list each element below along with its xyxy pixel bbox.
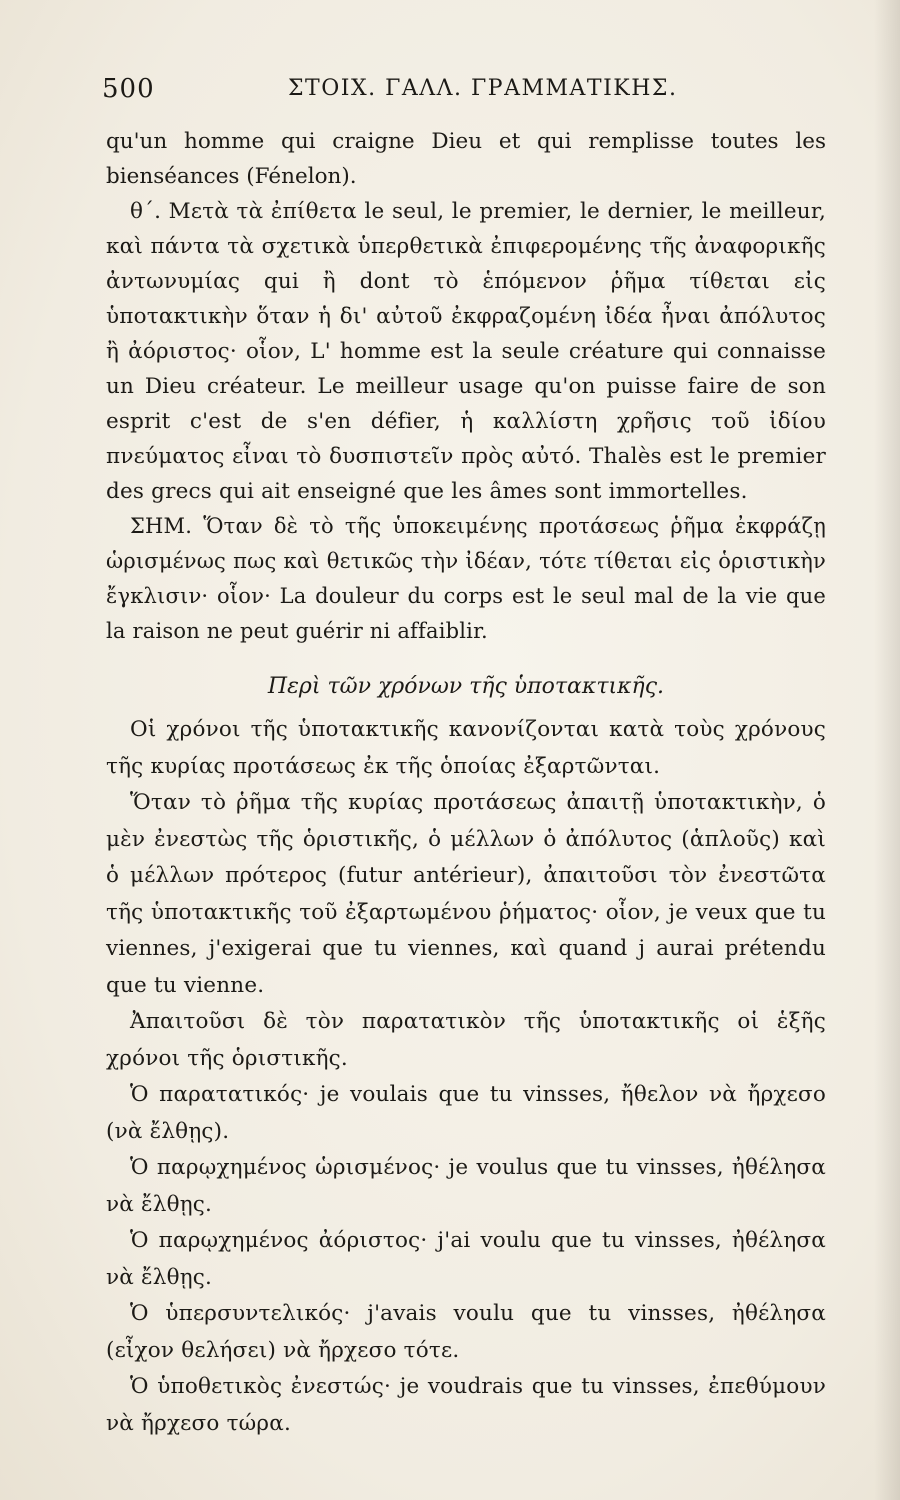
example-past-definite: Ὁ παρῳχημένος ὡρισμένος· je voulus que tu vinsses, ἠθέλησα νὰ ἔλθῃς. bbox=[106, 1155, 826, 1217]
example-conditional-present: Ὁ ὑποθετικὸς ἐνεστώς· je voudrais que tu vinsses, ἐπεθύμουν νὰ ἤρχεσο τώρα. bbox=[106, 1374, 826, 1436]
paragraph-rule-theta: θ΄. Μετὰ τὰ ἐπίθετα le seul, le premier, le dernier, le meilleur, καὶ πάντα τὰ σχετικὰ ὑπερθετικὰ ἐπιφερομένης τῆς ἀναφορικῆς ἀντωνυμίας qui ἢ dont τὸ ἑπόμενον ῥῆμα τίθεται εἰς ὑποτακτικὴν ὅταν ἡ δι' αὐτοῦ ἐκφραζομένη ἰδέα ἦναι ἀπόλυτος ἢ ἀόριστος· οἷον, L' homme est la seule créature qui connaisse un Dieu créateur. Le meilleur usage qu'on puisse faire de son esprit c'est de s'en défier, ἡ καλλίστη χρῆσις τοῦ ἰδίου πνεύματος εἶναι τὸ δυσπιστεῖν πρὸς αὐτό. Thalès est le premier des grecs qui ait enseigné que les âmes sont immortelles. bbox=[106, 199, 826, 504]
page-body bbox=[106, 124, 826, 1442]
paragraph-present-rule: Ὅταν τὸ ῥῆμα τῆς κυρίας προτάσεως ἀπαιτῇ ὑποτακτικὴν, ὁ μὲν ἐνεστὼς τῆς ὁριστικῆς, ὁ μέλλων ὁ ἀπόλυτος (ἁπλοῦς) καὶ ὁ μέλλων πρότερος (futur antérieur), ἀπαιτοῦσι τὸν ἐνεστῶτα τῆς ὑποτακτικῆς τοῦ ἐξαρτωμένου ῥήματος· οἷον, je veux que tu viennes, j'exigerai que tu viennes, καὶ quand j aurai prétendu que tu vienne. bbox=[106, 790, 826, 998]
page-header bbox=[96, 74, 836, 114]
paragraph-tenses-intro: Οἱ χρόνοι τῆς ὑποτακτικῆς κανονίζονται κατὰ τοὺς χρόνους τῆς κυρίας προτάσεως ἐκ τῆς ὁποίας ἐξαρτῶνται. bbox=[106, 717, 826, 779]
section-title: Περὶ τῶν χρόνων τῆς ὑποτακτικῆς. bbox=[267, 674, 665, 699]
example-imperfect: Ὁ παρατατικός· je voulais que tu vinsses, ἤθελον νὰ ἤρχεσο (νὰ ἔλθῃς). bbox=[106, 1082, 826, 1144]
example-past-indefinite: Ὁ παρῳχημένος ἀόριστος· j'ai voulu que tu vinsses, ἠθέλησα νὰ ἔλθῃς. bbox=[106, 1228, 826, 1290]
paragraph-imperfect-rule: Ἀπαιτοῦσι δὲ τὸν παρατατικὸν τῆς ὑποτακτικῆς οἱ ἑξῆς χρόνοι τῆς ὁριστικῆς. bbox=[106, 1009, 826, 1071]
tenses-section bbox=[106, 712, 826, 1442]
running-head: ΣΤΟΙΧ. ΓΑΛΛ. ΓΡΑΜΜΑΤΙΚΗΣ. bbox=[288, 76, 678, 101]
example-pluperfect: Ὁ ὑπερσυντελικός· j'avais voulu que tu vinsses, ἠθέλησα (εἶχον θελήσει) νὰ ἤρχεσο τότε. bbox=[106, 1301, 826, 1363]
page-edge-shadow bbox=[874, 0, 900, 1500]
paragraph-continuation: qu'un homme qui craigne Dieu et qui remplisse toutes les bienséances (Fénelon). bbox=[106, 129, 826, 189]
page-number: 500 bbox=[102, 74, 155, 104]
paragraph-note: ΣΗΜ. Ὅταν δὲ τὸ τῆς ὑποκειμένης προτάσεως ῥῆμα ἐκφράζῃ ὡρισμένως πως καὶ θετικῶς τὴν ἰδέαν, τότε τίθεται εἰς ὁριστικὴν ἔγκλισιν· οἷον· La douleur du corps est le seul mal de la vie que la raison ne peut guérir ni affaiblir. bbox=[106, 514, 826, 643]
